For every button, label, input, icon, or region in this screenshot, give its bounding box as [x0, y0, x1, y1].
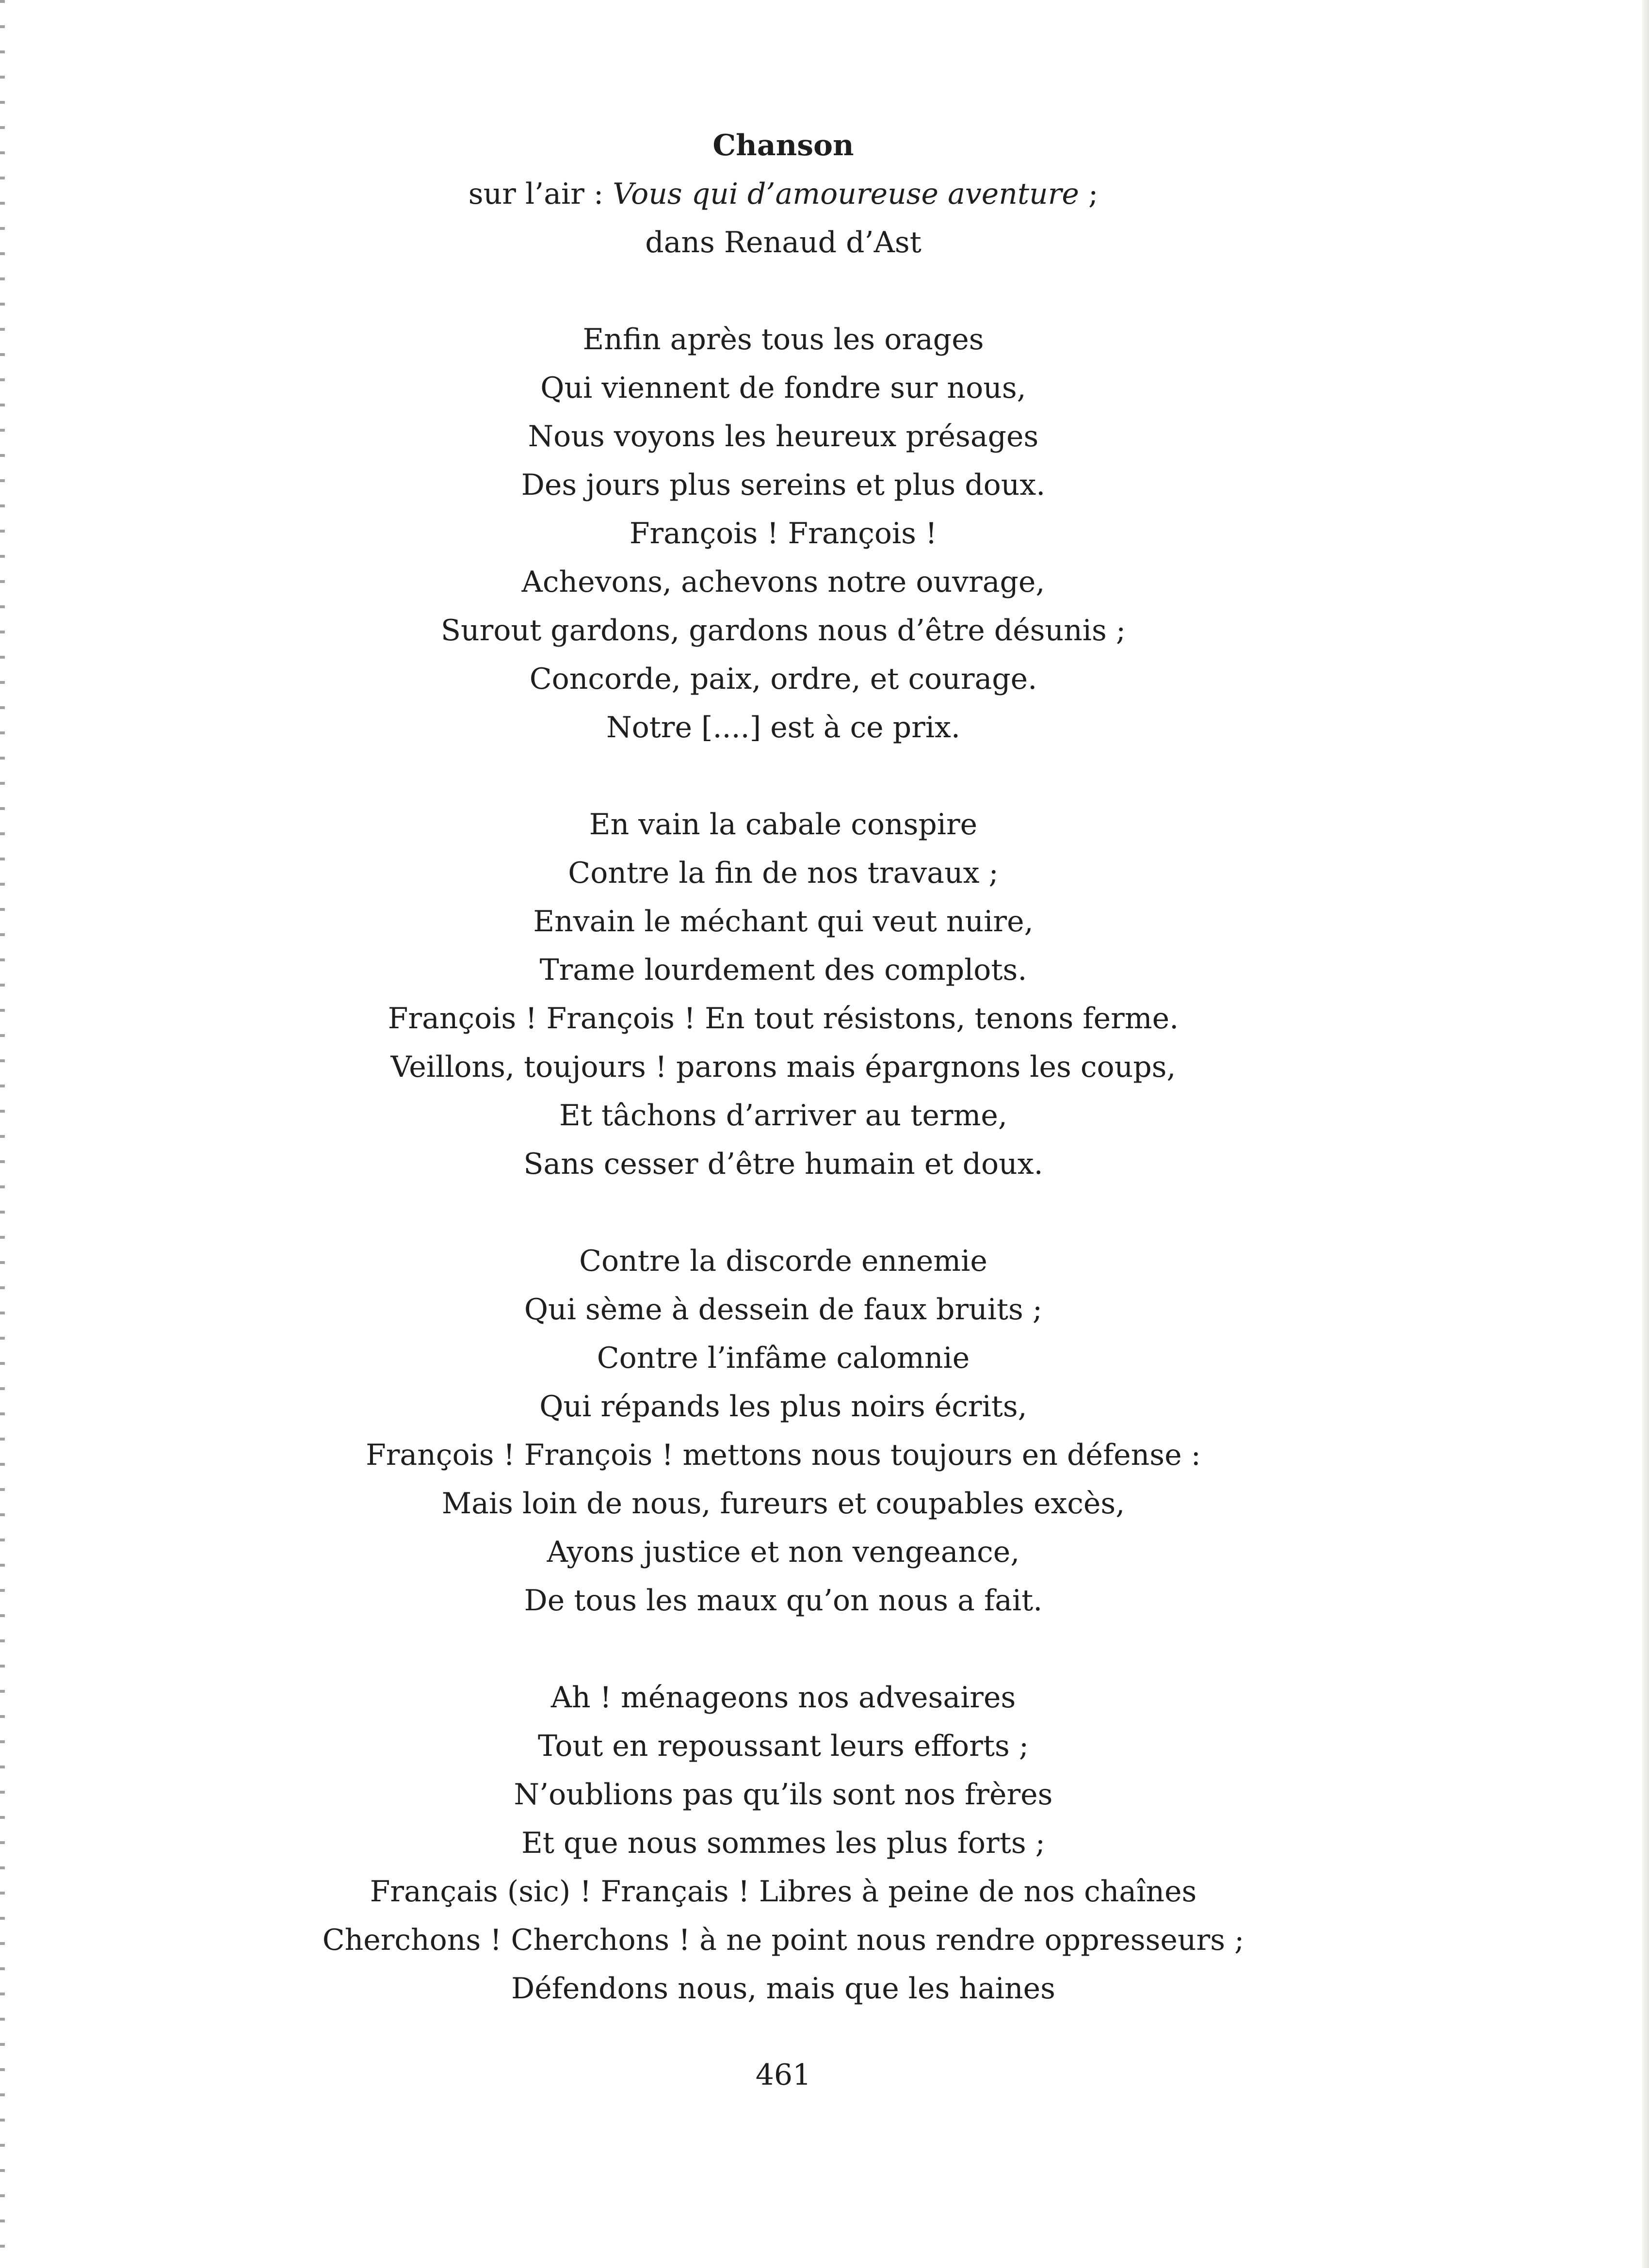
verse-line: Nous voyons les heureux présages	[528, 420, 1039, 454]
verse-line: Contre la discorde ennemie	[579, 1244, 987, 1278]
verse-line: De tous les maux qu’on nous a fait.	[524, 1584, 1043, 1618]
air-prefix: sur l’air :	[468, 177, 613, 211]
stanza-4	[0, 1673, 1567, 2013]
verse-line: Ayons justice et non vengeance,	[547, 1535, 1020, 1569]
verse-line: Envain le méchant qui veut nuire,	[533, 905, 1034, 939]
verse-line: Contre l’infâme calomnie	[597, 1341, 970, 1375]
verse-line: Veillons, toujours ! parons mais épargnons les coups,	[390, 1050, 1176, 1084]
verse-line: Achevons, achevons notre ouvrage,	[521, 565, 1045, 599]
verse-line: Qui sème à dessein de faux bruits ;	[524, 1293, 1043, 1327]
verse-line: Qui viennent de fondre sur nous,	[540, 371, 1026, 405]
verse-line: Ah ! ménageons nos advesaires	[550, 1681, 1016, 1715]
verse-line: Cherchons ! Cherchons ! à ne point nous rendre oppresseurs ;	[322, 1923, 1245, 1957]
verse-line: François ! François ! En tout résistons, tenons ferme.	[388, 1002, 1179, 1036]
verse-line: Et tâchons d’arriver au terme,	[559, 1099, 1007, 1133]
verse-line: Notre [....] est à ce prix.	[606, 711, 960, 745]
verse-line: Français (sic) ! Français ! Libres à peine de nos chaînes	[370, 1875, 1197, 1909]
verse-line: Et que nous sommes les plus forts ;	[521, 1826, 1045, 1860]
page-right-edge	[1642, 0, 1649, 2268]
verse-line: Enfin après tous les orages	[582, 323, 984, 356]
verse-line: Contre la fin de nos travaux ;	[568, 856, 999, 890]
stanza-3	[0, 1237, 1567, 1625]
verse-line: En vain la cabale conspire	[589, 808, 978, 842]
verse-line: Défendons nous, mais que les haines	[511, 1972, 1055, 2006]
verse-line: Sans cesser d’être humain et doux.	[523, 1147, 1043, 1181]
verse-line: Tout en repoussant leurs efforts ;	[537, 1729, 1029, 1763]
verse-line: Surout gardons, gardons nous d’être désunis ;	[440, 614, 1126, 648]
verse-line: François ! François ! mettons nous toujours en défense :	[366, 1438, 1201, 1472]
verse-line: Concorde, paix, ordre, et courage.	[529, 662, 1037, 696]
song-title: Chanson	[712, 129, 854, 162]
song-source: dans Renaud d’Ast	[645, 226, 922, 259]
stanza-1	[0, 315, 1567, 752]
poem-page	[0, 121, 1567, 2013]
air-tune-title: Vous qui d’amoureuse aventure	[613, 177, 1079, 211]
verse-line: Mais loin de nous, fureurs et coupables excès,	[441, 1487, 1125, 1521]
verse-line: Trame lourdement des complots.	[539, 953, 1027, 987]
song-heading	[0, 121, 1567, 267]
verse-line: Des jours plus sereins et plus doux.	[521, 468, 1046, 502]
verse-line: Qui répands les plus noirs écrits,	[539, 1390, 1027, 1424]
verse-line: François ! François !	[629, 517, 938, 551]
song-air-line	[0, 170, 1567, 218]
page-number: 461	[755, 2058, 811, 2092]
air-suffix: ;	[1079, 177, 1099, 211]
verse-line: N’oublions pas qu’ils sont nos frères	[514, 1778, 1053, 1812]
stanza-2	[0, 800, 1567, 1188]
